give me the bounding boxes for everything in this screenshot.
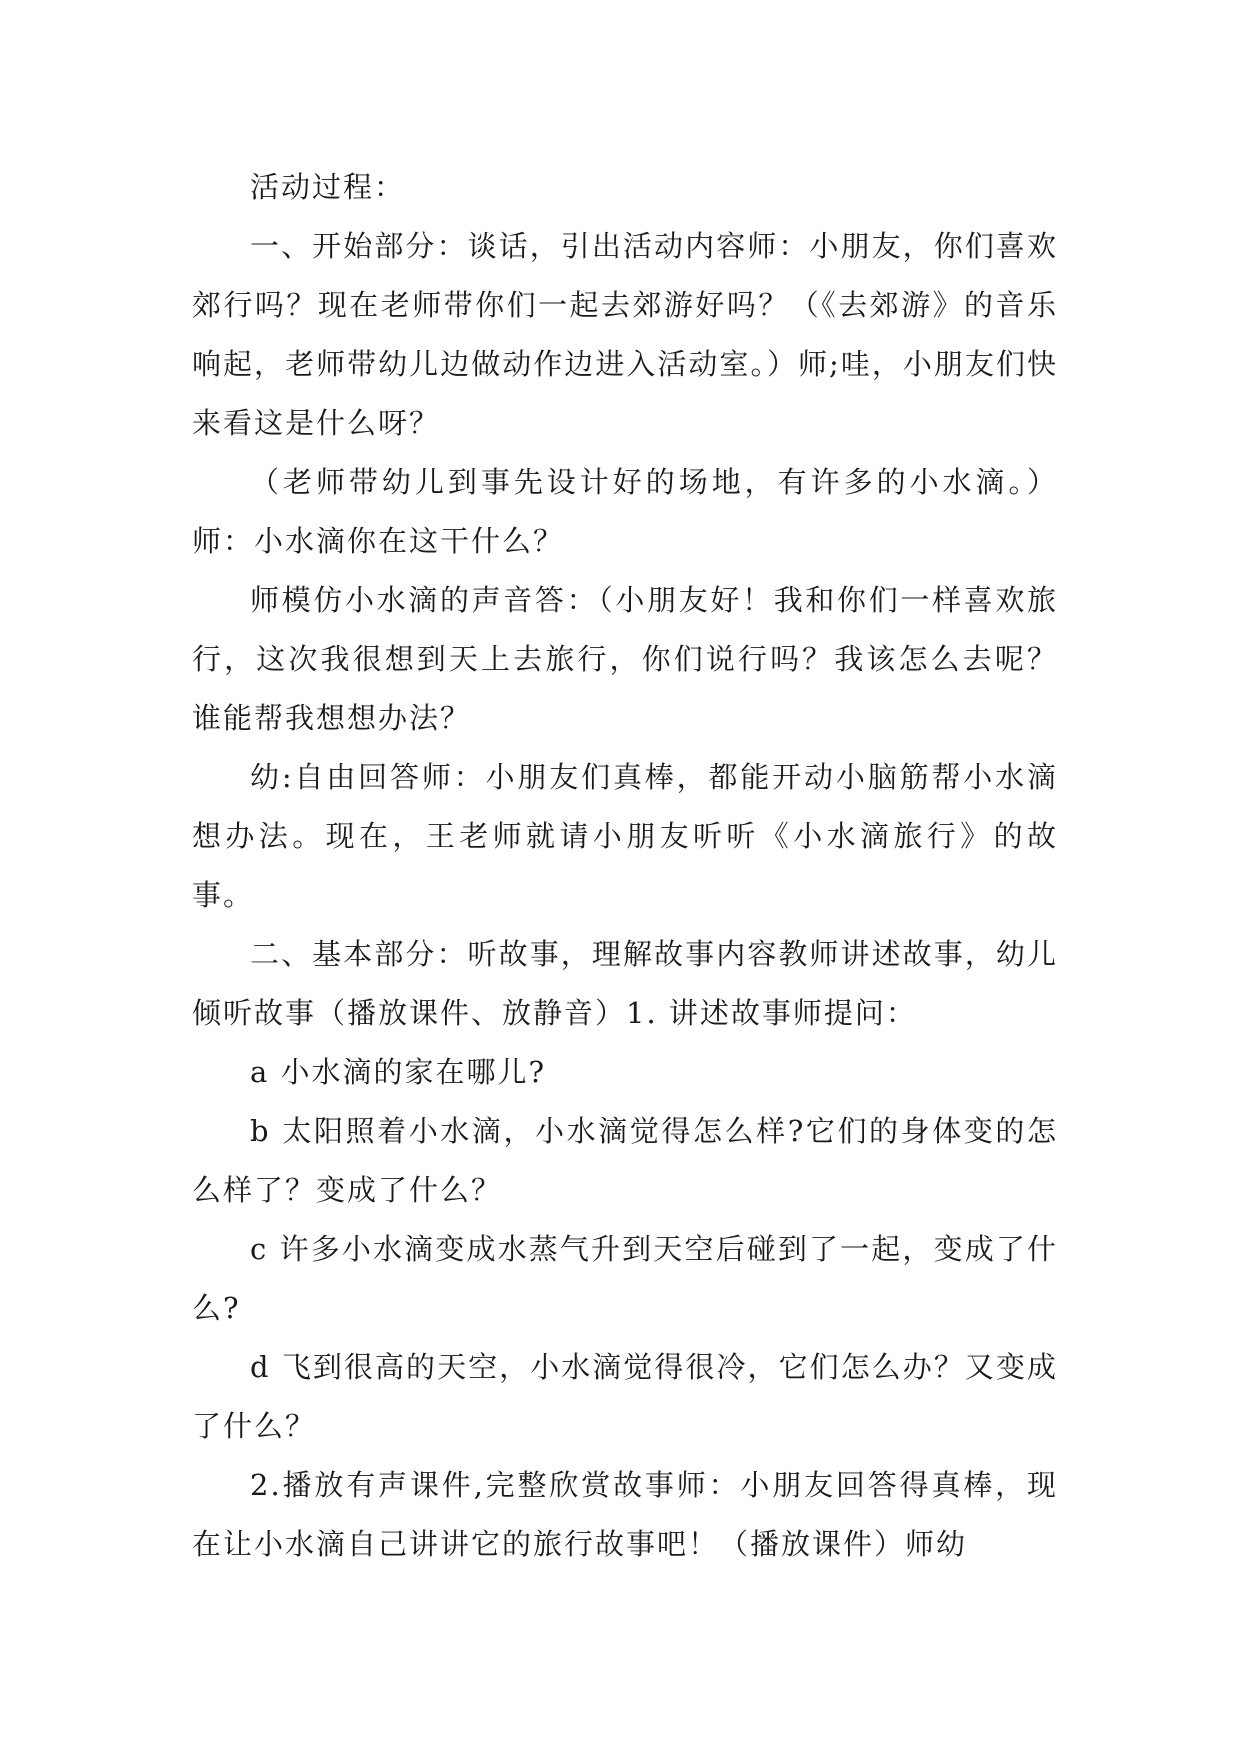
- document-body: [192, 158, 1058, 1574]
- paragraph-question-a: a 小水滴的家在哪儿?: [250, 1055, 547, 1089]
- paragraph-basic-part: 二、基本部分：听故事，理解故事内容教师讲述故事，幼儿倾听故事（播放课件、放静音）1. 讲述故事师提问：: [192, 937, 1058, 1030]
- paragraph-activity-process-heading: 活动过程：: [250, 170, 406, 204]
- paragraph-question-d: d 飞到很高的天空，小水滴觉得很冷，它们怎么办？又变成了什么？: [192, 1350, 1058, 1443]
- paragraph-teacher-leads-children: （老师带幼儿到事先设计好的场地，有许多的小水滴。）师：小水滴你在这干什么？: [192, 465, 1058, 558]
- paragraph-opening-part: 一、开始部分：谈话，引出活动内容师：小朋友，你们喜欢郊行吗？现在老师带你们一起去郊游好吗？（《去郊游》的音乐响起，老师带幼儿边做动作边进入活动室。）师;哇，小朋友们快来看这是什么呀？: [192, 229, 1058, 440]
- paragraph-play-courseware: 2.播放有声课件,完整欣赏故事师：小朋友回答得真棒，现在让小水滴自己讲讲它的旅行故事吧！（播放课件）师幼: [192, 1468, 1058, 1561]
- paragraph-question-c: c 许多小水滴变成水蒸气升到天空后碰到了一起，变成了什么?: [192, 1232, 1058, 1325]
- paragraph-question-b: b 太阳照着小水滴，小水滴觉得怎么样?它们的身体变的怎么样了？变成了什么？: [192, 1114, 1058, 1207]
- paragraph-children-answer: 幼:自由回答师：小朋友们真棒，都能开动小脑筋帮小水滴想办法。现在，王老师就请小朋友听听《小水滴旅行》的故事。: [192, 760, 1058, 912]
- paragraph-water-drop-answer: 师模仿小水滴的声音答：（小朋友好！我和你们一样喜欢旅行，这次我很想到天上去旅行，你们说行吗？我该怎么去呢？谁能帮我想想办法？: [192, 583, 1058, 735]
